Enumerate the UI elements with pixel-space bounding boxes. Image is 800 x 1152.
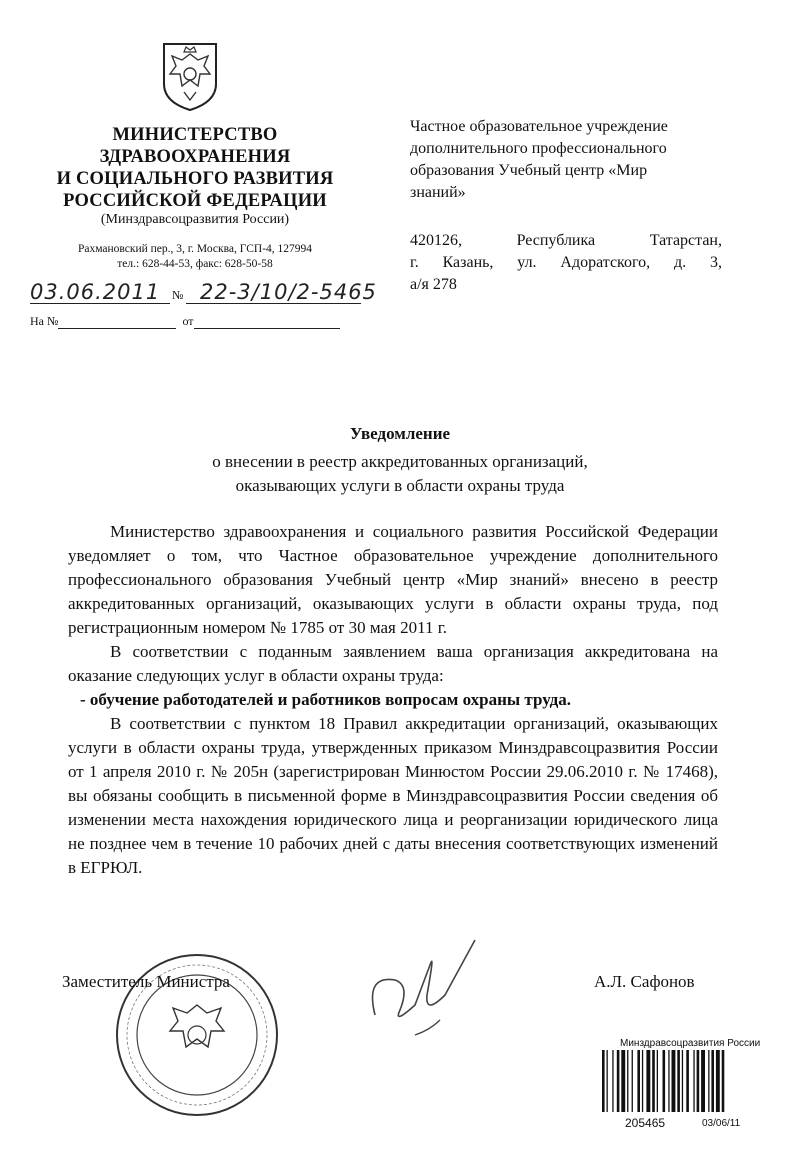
document-body (68, 520, 718, 880)
ministry-address (40, 242, 350, 272)
handwritten-signature (355, 935, 505, 1045)
body-paragraph: В соответствии с пунктом 18 Правил аккредитации организаций, оказывающих услуги в области охраны труда, утвержденных приказом Минздравсоцразвития России от 1 апреля 2010 г. № 205н (зарегистрирован Минюстом России 29.06.2010 г. № 17468), вы обязаны сообщить в письменной форме в Минздравсоцразвития России сведения об изменении места нахождения юридического лица и реорганизации юридического лица не позднее чем в течение 10 рабочих дней с даты внесения соответствующих изменений в ЕГРЮЛ. (68, 714, 718, 877)
reference-row (30, 314, 340, 329)
recipient-name (410, 116, 722, 204)
outgoing-date: 03.06.2011 (30, 280, 161, 304)
barcode-org-label: Минздравсоцразвития России (620, 1038, 761, 1049)
body-paragraph: Министерство здравоохранения и социального развития Российской Федерации уведомляет о том, что Частное образовательное учреждение дополнительного профессионального образования Учебный центр «Мир знаний» внесено в реестр аккредитованных организаций, оказывающих услуги в области охраны труда, под регистрационным номером № 1785 от 30 мая 2011 г. (68, 522, 718, 637)
recipient-line: Частное образовательное учреждение (410, 118, 668, 135)
service-item: - обучение работодателей и работников вопросам охраны труда. (80, 690, 571, 709)
ministry-line: И СОЦИАЛЬНОГО РАЗВИТИЯ (56, 169, 334, 189)
ministry-name (40, 124, 350, 212)
subtitle-line: оказывающих услуги в области охраны труда (235, 476, 565, 495)
ministry-line: ЗДРАВООХРАНЕНИЯ (99, 147, 291, 167)
signatory-title: Заместитель Министра (62, 972, 230, 991)
ref-number-label: На № (30, 314, 59, 328)
document-subtitle (0, 450, 800, 498)
recipient-address-line: а/я 278 (410, 276, 457, 293)
date-underline (30, 303, 170, 304)
recipient-address-line: г. Казань, ул. Адоратского, д. 3, (410, 254, 722, 271)
recipient-address (410, 230, 722, 296)
coat-of-arms-emblem-icon (158, 40, 222, 112)
barcode (598, 1050, 798, 1112)
recipient-address-line: 420126, Республика Татарстан, (410, 232, 722, 249)
recipient-line: знаний» (410, 184, 466, 201)
ministry-line: РОССИЙСКОЙ ФЕДЕРАЦИИ (63, 191, 327, 211)
ref-number-blank (58, 316, 176, 329)
address-line: Рахмановский пер., 3, г. Москва, ГСП-4, 127994 (77, 243, 313, 255)
subtitle-line: о внесении в реестр аккредитованных организаций, (212, 452, 588, 471)
signatory-name: А.Л. Сафонов (594, 972, 695, 991)
recipient-line: дополнительного профессионального (410, 140, 667, 157)
ref-from-label: от (182, 314, 194, 328)
barcode-number: 205465 (625, 1116, 666, 1130)
number-label: № (172, 288, 184, 302)
ref-date-blank (194, 316, 340, 329)
document-title: Уведомление (349, 424, 451, 443)
barcode-date: 03/06/11 (702, 1118, 741, 1129)
ministry-short-name: (Минздравсоцразвития России) (100, 212, 290, 227)
ministry-line: МИНИСТЕРСТВО (112, 125, 278, 145)
outgoing-number: 22-3/10/2-5465 (200, 280, 377, 304)
address-line: тел.: 628-44-53, факс: 628-50-58 (117, 258, 273, 270)
number-underline (186, 303, 361, 304)
body-paragraph: В соответствии с поданным заявлением ваша организация аккредитована на оказание следующих услуг в области охраны труда: (68, 642, 718, 685)
recipient-line: образования Учебный центр «Мир (410, 162, 648, 179)
